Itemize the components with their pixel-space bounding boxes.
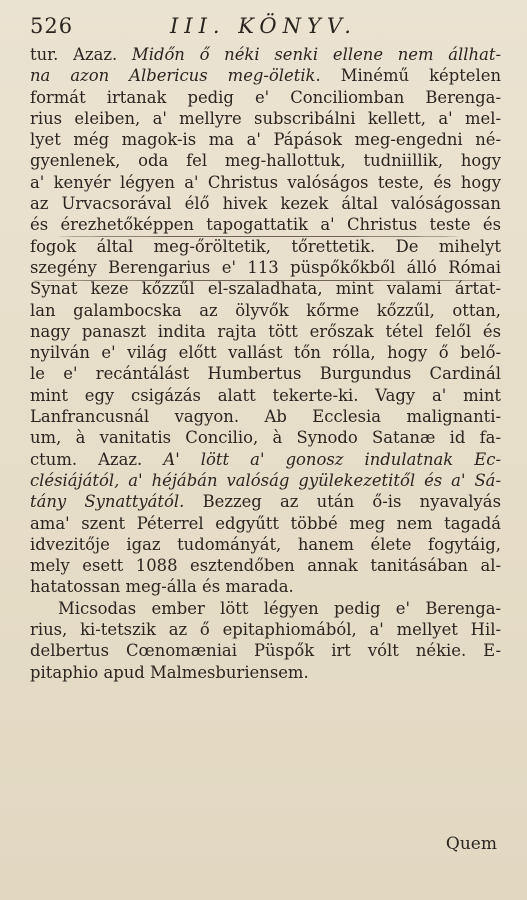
text-line: clésiájától, a' héjábán valóság gyülekezetitől és a' Sá-	[30, 470, 501, 490]
text-line: szegény Berengarius e' 113 püspőkőkből álló Római	[30, 257, 501, 277]
text-line: rius eleiben, a' mellyre subscribálni kellett, a' mel-	[30, 108, 501, 128]
text-line: hatatossan meg-álla és marada.	[30, 577, 294, 597]
text-line: a' kenyér légyen a' Christus valóságos teste, és hogy	[30, 172, 501, 192]
text-line: na azon Albericus meg-öletik. Minémű képtelen	[30, 66, 501, 86]
text-line: Lanfrancusnál vagyon. Ab Ecclesia malignanti-	[30, 407, 501, 427]
text-line: nagy panaszt indita rajta tött erőszak tétel felől és	[30, 321, 501, 341]
text-line: ama' szent Péterrel edgyűtt többé meg nem tagadá	[30, 513, 501, 533]
running-head: III. KÖNYV.	[170, 14, 357, 38]
text-line: mely esett 1088 esztendőben annak tanitásában al-	[30, 556, 501, 576]
body-text	[30, 44, 501, 683]
text-line: um, à vanitatis Concilio, à Synodo Satanæ id fa-	[30, 428, 501, 448]
text-line: tány Synattyától. Bezzeg az után ő-is nyavalyás	[30, 492, 501, 512]
text-line: lyet még magok-is ma a' Pápások meg-engedni né-	[30, 130, 501, 150]
text-line: gyenlenek, oda fel meg-hallottuk, tudniillik, hogy	[30, 151, 501, 171]
text-line: idvezitője igaz tudományát, hanem élete fogytáig,	[30, 534, 501, 554]
text-line: nyilván e' világ előtt vallást tőn rólla, hogy ő belő-	[30, 343, 501, 363]
text-line: le e' recántálást Humbertus Burgundus Cardinál	[30, 364, 501, 384]
text-line: fogok által meg-őröltetik, tőrettetik. De mihelyt	[30, 236, 501, 256]
text-line: Synat keze kőzzűl el-szaladhata, mint valami ártat-	[30, 279, 501, 299]
text-line: ctum. Azaz. A' lött a' gonosz indulatnak Ec-	[30, 449, 501, 469]
text-line: pitaphio apud Malmesburiensem.	[30, 662, 309, 682]
text-line: Micsodas ember lött légyen pedig e' Berenga-	[58, 598, 501, 618]
page-number: 526	[30, 14, 74, 38]
text-line: és érezhetőképpen tapogattatik a' Christus teste és	[30, 215, 501, 235]
page-header	[30, 14, 501, 44]
catchword: Quem	[445, 834, 497, 854]
ink-underline-mark	[58, 236, 460, 237]
text-line: delbertus Cœnomæniai Püspők irt vólt nékie. E-	[30, 641, 501, 661]
text-line: formát irtanak pedig e' Conciliomban Berenga-	[30, 87, 501, 107]
text-line: tur. Azaz. Midőn ő néki senki ellene nem állhat-	[30, 45, 501, 64]
text-line: mint egy csigázás alatt tekerte-ki. Vagy a' mint	[30, 385, 501, 405]
text-line: az Urvacsorával élő hivek kezek által valóságossan	[30, 194, 501, 214]
text-line: lan galambocska az ölyvők kőrme kőzzűl, ottan,	[30, 300, 501, 320]
text-line: rius, ki-tetszik az ő epitaphiomából, a' mellyet Hil-	[30, 620, 501, 640]
